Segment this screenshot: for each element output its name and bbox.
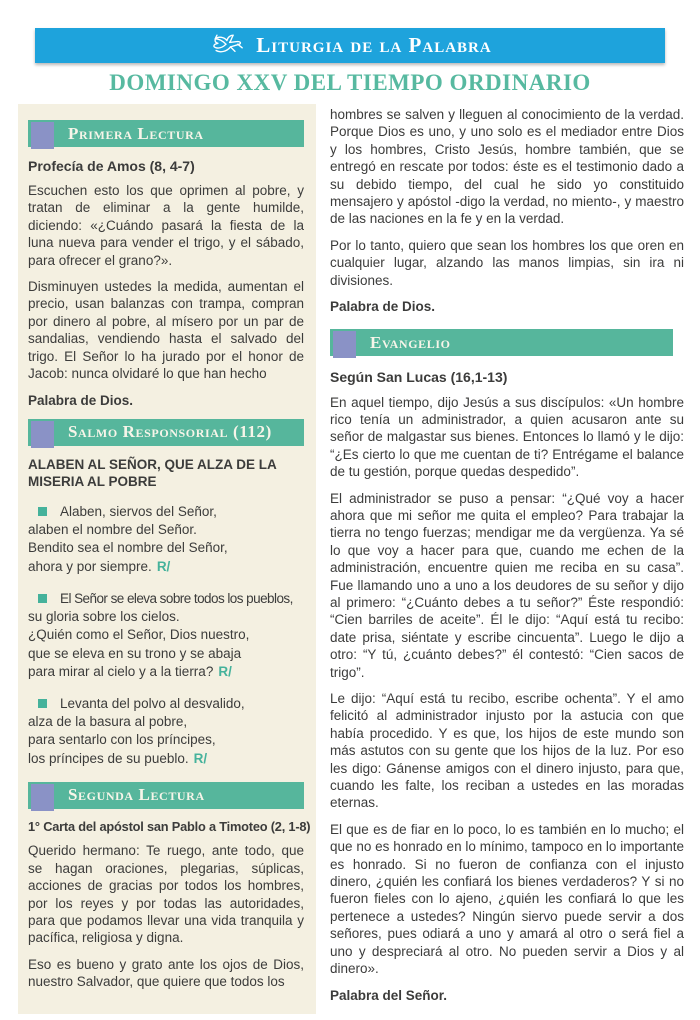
reading-paragraph: Eso es bueno y grato ante los ojos de Dios, nuestro Salvador, que quiere que todos los: [28, 956, 304, 990]
verse-line: ¿Quién como el Señor, Dios nuestro,: [28, 627, 250, 643]
reading-paragraph: El que es de fiar en lo poco, lo es también en lo mucho; el que no es honrado en lo mínimo, tampoco en lo importante es honrado. Si no fueron de confianza con el injusto dinero, ¿quién les confiará los bienes verdaderos? Y si no fueron fieles con lo ajeno, ¿quién les confiará lo que les pertenece a ustedes? Ningún siervo puede servir a dos señores, pues odiará a uno y amará al otro o será fiel a uno y despreciará al otro. No pueden servir a Dios y al dinero».: [330, 821, 684, 977]
psalm-refrain: ALABEN AL SEÑOR, QUE ALZA DE LA MISERIA AL POBRE: [28, 456, 277, 490]
section-title: Primera Lectura: [68, 123, 204, 143]
psalm-response: R/: [193, 750, 208, 766]
verse-line: [28, 590, 304, 608]
reading-closing: Palabra de Dios.: [28, 392, 134, 408]
reading-paragraph: El administrador se puso a pensar: “¿Qué voy a hacer ahora que mi señor me quita el empleo? Para trabajar la tierra no tengo fuerzas; mendigar me da vergüenza. Ya sé lo que voy a hacer para que, cuando me echen de la administración, encuentre quien me reciba en su casa”. Fue llamando uno a uno a los deudores de su señor y dijo al primero: “¿Cuánto debes a tu señor?” Éste respondió: “Cien barriles de aceite”. Él le dijo: “Aquí está tu recibo: date prisa, siéntate y escribe cincuenta”. Luego le dijo a otro: “Y tú, ¿cuánto debes?” él contestó: “Cien sacos de trigo”.: [330, 490, 684, 680]
verse-text: ahora y por siempre.: [28, 558, 152, 574]
reading-paragraph: Escuchen esto los que oprimen al pobre, y tratan de eliminar a la gente humilde, diciendo: «¿Cuándo pasará la fiesta de la luna nueva para vender el trigo, y el sábado, para ofrecer el grano?».: [28, 183, 304, 268]
right-column: [326, 104, 686, 1014]
psalm-verse: [28, 695, 304, 768]
left-column: [18, 104, 316, 1014]
verse-bullet-icon: [38, 594, 47, 603]
reading-paragraph: En aquel tiempo, dijo Jesús a sus discípulos: «Un hombre rico tenía un administrador, a quien acusaron ante su señor de malgastar sus bienes. Entonces lo llamó y le dijo: “¿Es cierto lo que me cuentan de ti? Entrégame el balance de tu gestión, porque quedas despedido”.: [330, 394, 684, 480]
verse-bullet-icon: [38, 507, 47, 516]
verse-line: que se eleva en su trono y se abaja: [28, 645, 242, 661]
section-title: Salmo Responsorial (112): [68, 422, 272, 442]
section-header-salmo-responsorial: [28, 419, 304, 446]
verse-line: Bendito sea el nombre del Señor,: [28, 540, 228, 556]
content-columns: [0, 100, 700, 1014]
verse-bullet-icon: [38, 699, 47, 708]
section-header-segunda-lectura: [28, 782, 304, 809]
reading-source: 1° Carta del apóstol san Pablo a Timoteo (2, 1-8): [28, 818, 311, 834]
section-header-evangelio: [330, 329, 673, 356]
verse-line: [28, 558, 304, 576]
banner-title: Liturgia de la Palabra: [256, 33, 492, 57]
section-marker-square-icon: [333, 331, 356, 358]
reading-source: Según San Lucas (16,1-13): [330, 369, 508, 386]
verse-line: alaben el nombre del Señor.: [28, 522, 197, 538]
liturgia-banner: [35, 28, 665, 63]
page: [0, 28, 700, 1020]
reading-paragraph: Le dijo: “Aquí está tu recibo, escribe ochenta”. Y el amo felicitó al administrador injusto por la astucia con que había procedido. Y es que, los hijos de este mundo son más astutos con su gente que los hijos de la luz. Por eso les digo: Gánense amigos con el dinero injusto, para que, cuando les falte, los reciban a ustedes en las moradas eternas.: [330, 691, 684, 811]
verse-text: los príncipes de su pueblo.: [28, 750, 189, 766]
reading-paragraph: hombres se salven y lleguen al conocimiento de la verdad. Porque Dios es uno, y uno solo es el mediador entre Dios y los hombres, Cristo Jesús, hombre también, que se entregó en rescate por todos: éste es el testimonio dado a su debido tiempo, del cual he sido yo constituido mensajero y apóstol -digo la verdad, no miento-, y maestro de las naciones en la fe y en la verdad.: [330, 107, 684, 227]
verse-line: [28, 695, 304, 713]
verse-line: su gloria sobre los cielos.: [28, 609, 180, 625]
section-marker-square-icon: [31, 784, 54, 811]
psalm-response: R/: [218, 663, 232, 679]
section-header-primera-lectura: [28, 120, 304, 147]
verse-line: [28, 750, 304, 768]
verse-line: [28, 663, 304, 681]
section-title: Segunda Lectura: [68, 785, 205, 805]
reading-source: Profecía de Amos (8, 4-7): [28, 158, 195, 174]
reading-closing: Palabra del Señor.: [330, 987, 448, 1003]
section-marker-square-icon: [31, 421, 54, 448]
dove-icon: [208, 32, 244, 60]
verse-line: [28, 503, 304, 521]
verse-line: para sentarlo con los príncipes,: [28, 732, 216, 748]
section-title: Evangelio: [370, 332, 451, 352]
reading-closing: Palabra de Dios.: [330, 299, 436, 315]
reading-paragraph: Disminuyen ustedes la medida, aumentan el precio, usan balanzas con trampa, compran por dinero al pobre, al mísero por un par de sandalias, vendiendo hasta el salvado del trigo. El Señor lo ha jurado por el honor de Jacob: nunca olvidaré lo que han hecho: [28, 279, 304, 382]
reading-paragraph: Por lo tanto, quiero que sean los hombres los que oren en cualquier lugar, alzando las manos limpias, sin ira ni divisiones.: [330, 237, 684, 288]
verse-text: Levanta del polvo al desvalido,: [60, 695, 245, 711]
verse-line: alza de la basura al pobre,: [28, 714, 188, 730]
verse-text: para mirar al cielo y a la tierra?: [28, 663, 214, 679]
page-title: DOMINGO XXV DEL TIEMPO ORDINARIO: [109, 70, 591, 95]
psalm-verse: [28, 590, 304, 681]
section-marker-square-icon: [31, 122, 54, 149]
reading-paragraph: Querido hermano: Te ruego, ante todo, que se hagan oraciones, plegarias, súplicas, acciones de gracias por todos los hombres, por los reyes y por todas las autoridades, para que podamos llevar una vida tranquila y pacífica, religiosa y digna.: [28, 843, 304, 946]
verse-text: Alaben, siervos del Señor,: [60, 504, 217, 520]
psalm-response: R/: [156, 558, 171, 574]
psalm-verse: [28, 503, 304, 576]
verse-text: El Señor se eleva sobre todos los pueblos,: [60, 590, 293, 606]
